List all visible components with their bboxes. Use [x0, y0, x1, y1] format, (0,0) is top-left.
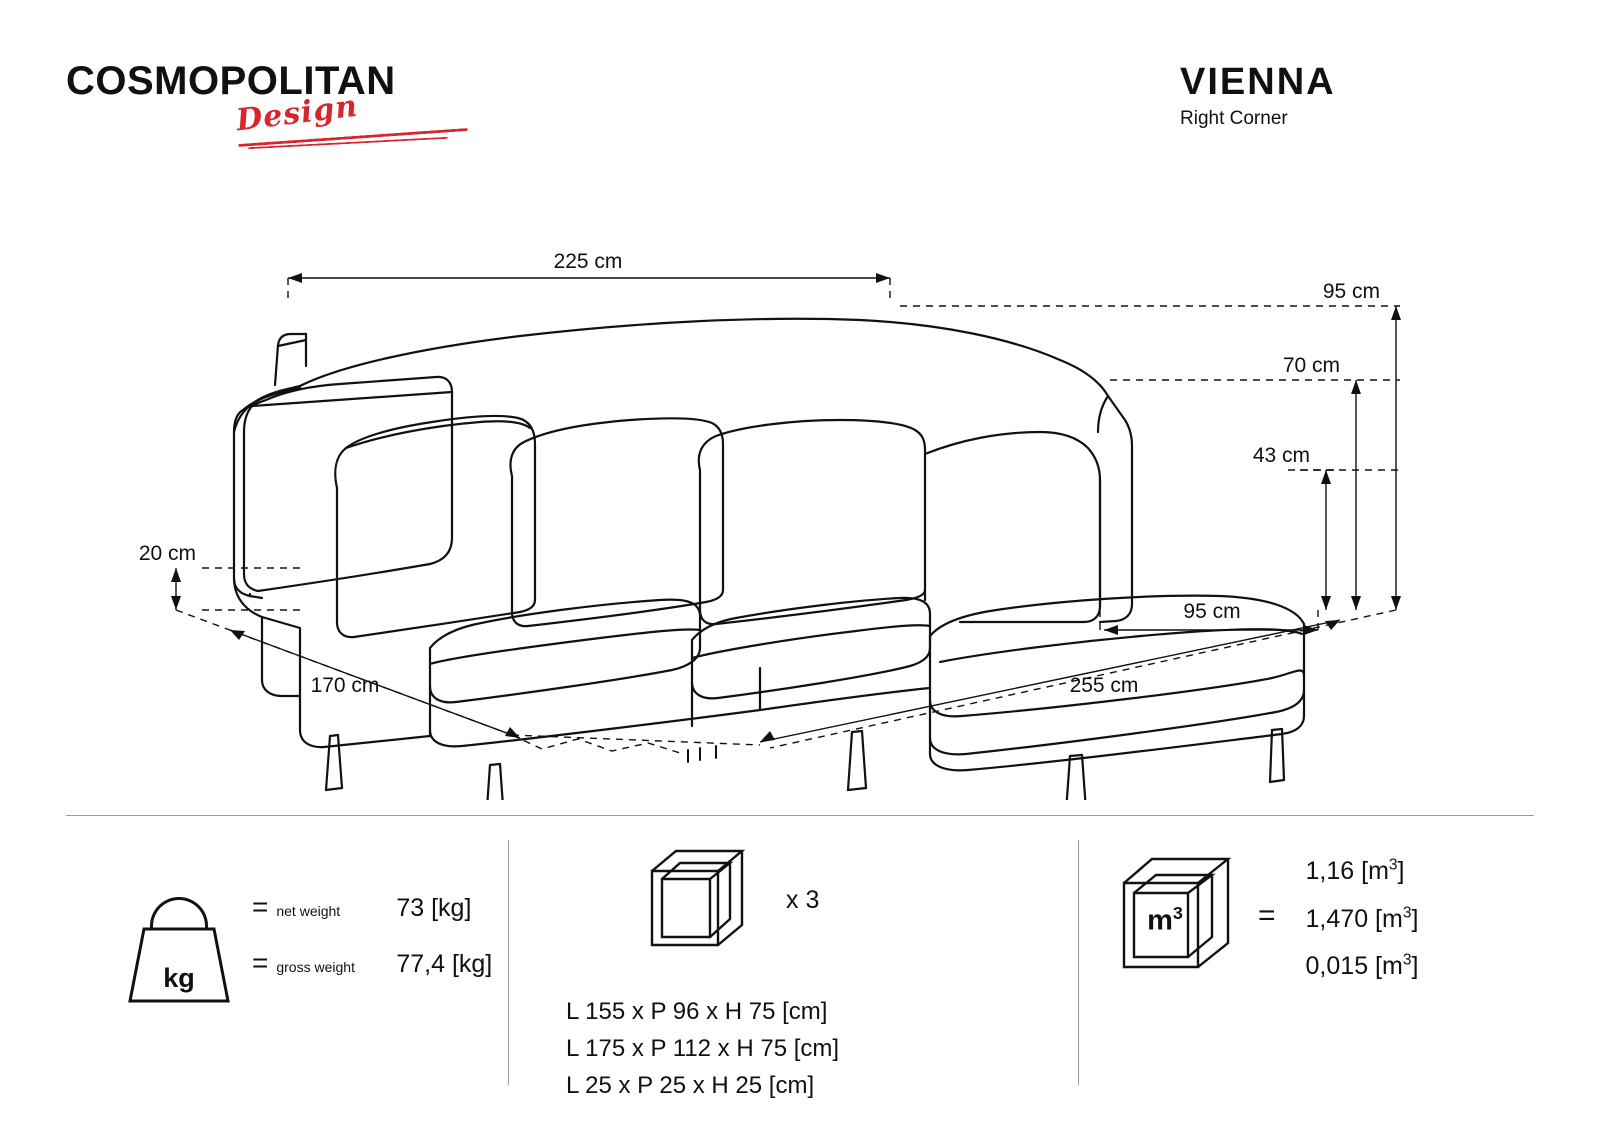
weights-panel — [100, 845, 500, 1015]
volume-value — [1306, 892, 1419, 939]
volume-equals: = — [1258, 898, 1276, 932]
brand-script-word: Design — [234, 88, 360, 139]
footer-divider — [66, 815, 1534, 816]
volume-value-text-1: 1,16 $[m^3]$ — [1305, 857, 1405, 886]
gross-weight-label: gross weight — [276, 959, 355, 975]
dim-label-width-top: 225 cm — [553, 250, 623, 273]
package-dimension-list — [560, 993, 1060, 1104]
dim-label-height-back: 70 cm — [1282, 354, 1340, 377]
gross-weight-equals: = — [252, 947, 269, 978]
dim-label-width-total: 255 cm — [1069, 674, 1139, 697]
package-dimension-line: L 155 x P 96 x H 75 [cm] — [566, 998, 828, 1025]
volume-value-text-3: 0,015 $[m^3]$ — [1305, 951, 1419, 980]
weight-icon-body — [128, 927, 230, 1003]
volume-value — [1306, 845, 1419, 892]
model-name: VIENNA — [1180, 61, 1336, 103]
spec-footer — [0, 815, 1600, 1115]
brand-name: COSMOPOLITAN — [66, 59, 396, 103]
footer-divider-vertical-1 — [508, 840, 509, 1085]
volume-panel — [1120, 845, 1540, 987]
sofa-technical-drawing — [0, 170, 1600, 800]
package-dimension-line: L 175 x P 112 x H 75 [cm] — [566, 1035, 840, 1062]
dim-label-depth-chaise: 95 cm — [1183, 600, 1241, 623]
volume-box-icon — [1120, 853, 1236, 978]
brand-logo — [66, 60, 486, 150]
package-box-icon — [646, 845, 756, 956]
dim-label-height-total: 95 cm — [1322, 280, 1380, 303]
package-dimension-line: L 25 x P 25 x H 25 [cm] — [566, 1072, 815, 1099]
net-weight-value: 73 [kg] — [396, 894, 472, 922]
dim-label-height-leg: 20 cm — [138, 542, 196, 565]
gross-weight-value: 77,4 [kg] — [396, 950, 493, 978]
packages-panel — [560, 845, 1060, 1104]
net-weight-equals: = — [252, 891, 269, 922]
model-variant: Right Corner — [1180, 108, 1288, 129]
net-weight-label: net weight — [276, 903, 341, 919]
gross-weight-row — [252, 947, 492, 1003]
dim-label-height-seat: 43 cm — [1252, 444, 1310, 467]
weight-icon-label: kg — [163, 963, 195, 993]
dim-label-depth-left: 170 cm — [310, 674, 380, 697]
volume-icon-label: $m^3$ — [1147, 903, 1183, 938]
footer-divider-vertical-2 — [1078, 840, 1079, 1085]
volume-value-list — [1306, 845, 1419, 987]
volume-value — [1306, 940, 1419, 987]
package-count: x 3 — [786, 885, 820, 914]
weight-icon — [120, 897, 238, 1015]
net-weight-row — [252, 891, 492, 947]
volume-value-text-2: 1,470 $[m^3]$ — [1305, 904, 1419, 933]
weight-icon-handle — [150, 897, 208, 929]
model-info — [1180, 60, 1440, 132]
